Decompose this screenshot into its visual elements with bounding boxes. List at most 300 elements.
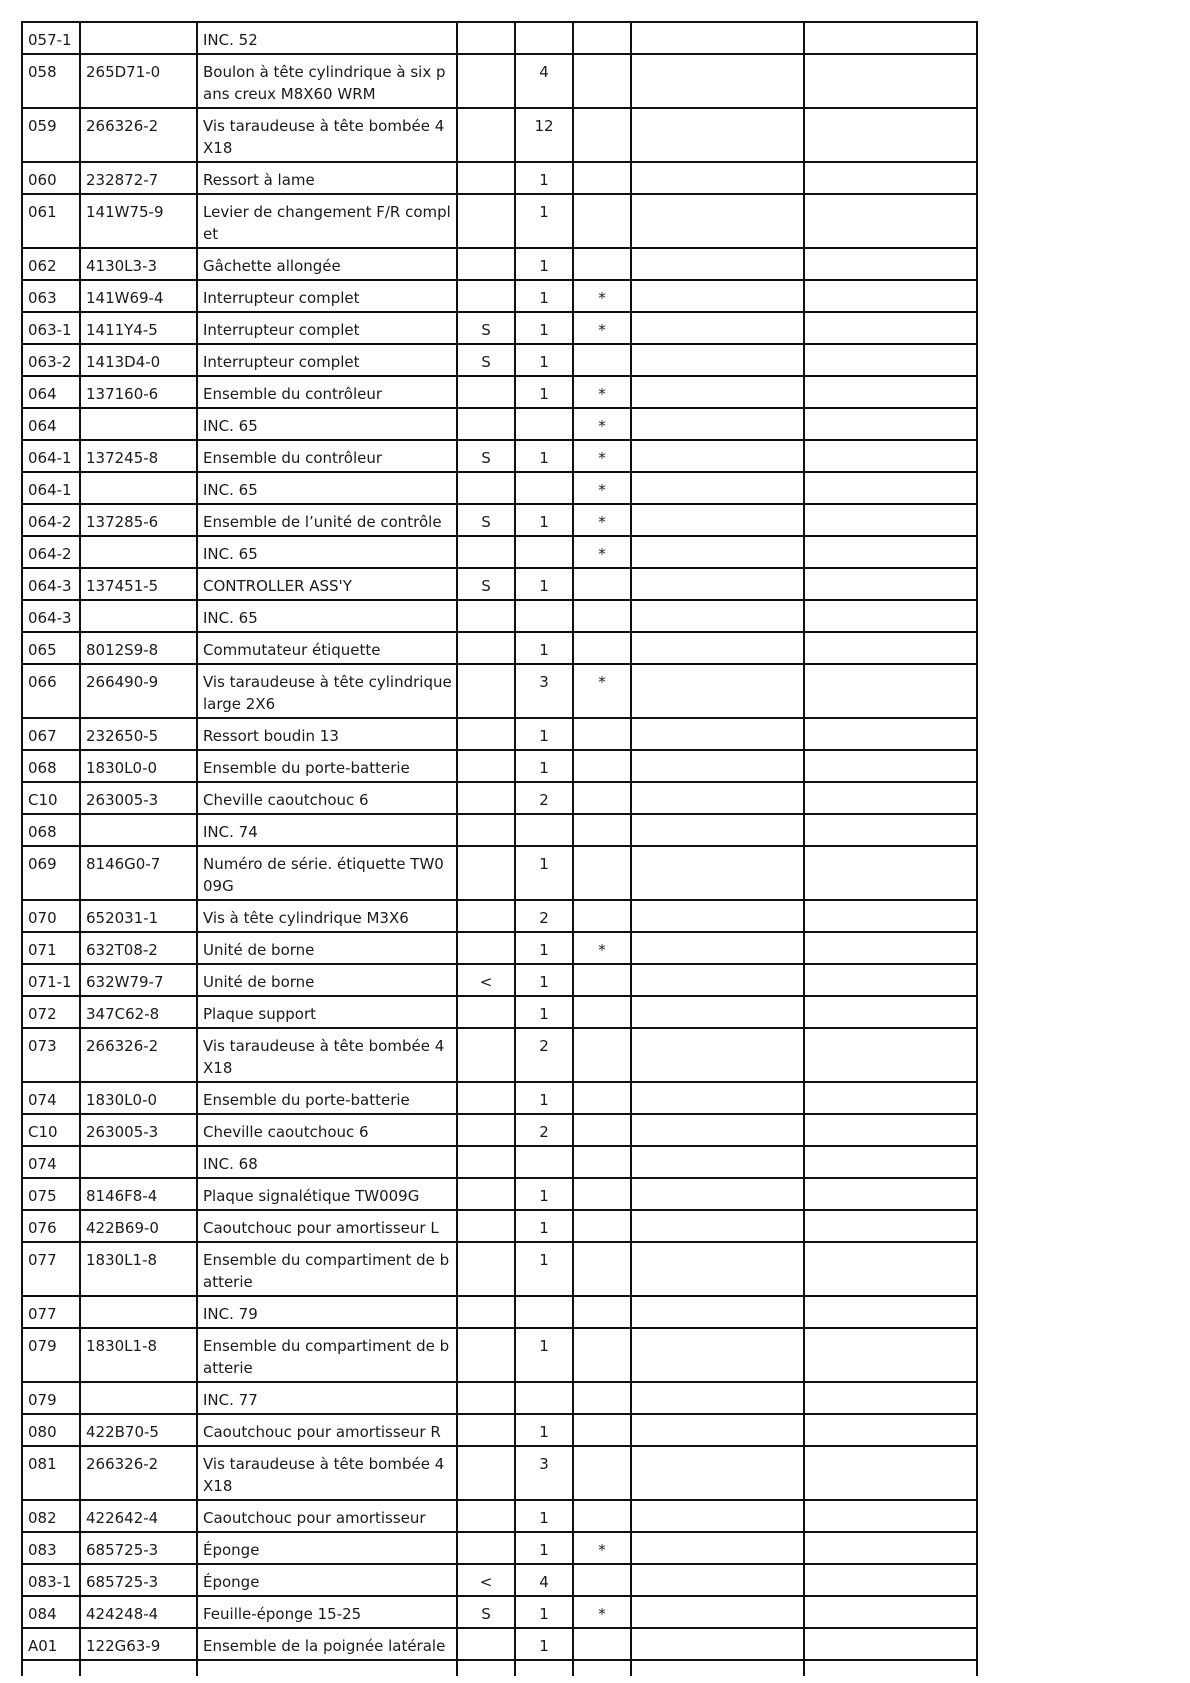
part-number-cell: 137285-6 (80, 504, 197, 536)
empty-cell (631, 1328, 804, 1382)
flag-cell: S (457, 312, 515, 344)
note-mark-cell (573, 162, 631, 194)
empty-cell (631, 568, 804, 600)
note-mark-cell (573, 814, 631, 846)
empty-cell (804, 108, 977, 162)
quantity-cell: 1 (515, 846, 573, 900)
item-number-cell: 057-1 (22, 22, 80, 54)
flag-cell (457, 1146, 515, 1178)
empty-cell (631, 718, 804, 750)
table-row (22, 568, 977, 600)
table-row (22, 472, 977, 504)
table-row (22, 344, 977, 376)
empty-cell (631, 408, 804, 440)
flag-cell (457, 664, 515, 718)
quantity-cell (515, 814, 573, 846)
note-mark-cell: * (573, 1596, 631, 1628)
note-mark-cell (573, 1028, 631, 1082)
quantity-cell: 1 (515, 1210, 573, 1242)
quantity-cell: 1 (515, 1082, 573, 1114)
empty-cell (631, 600, 804, 632)
flag-cell: S (457, 568, 515, 600)
item-number-cell: 082 (22, 1500, 80, 1532)
quantity-cell: 4 (515, 1564, 573, 1596)
empty-cell (631, 312, 804, 344)
flag-cell (457, 472, 515, 504)
item-number-cell: 068 (22, 750, 80, 782)
part-number-cell: 685725-3 (80, 1564, 197, 1596)
quantity-cell: 2 (515, 1114, 573, 1146)
item-number-cell: 065 (22, 632, 80, 664)
empty-cell (631, 1382, 804, 1414)
table-row (22, 194, 977, 248)
description-cell: Éponge (197, 1564, 457, 1596)
description-cell: Vis taraudeuse à tête cylindrique large 2X6 (197, 664, 457, 718)
quantity-cell: 1 (515, 312, 573, 344)
description-cell: Ensemble du contrôleur (197, 376, 457, 408)
table-row (22, 1296, 977, 1328)
note-mark-cell: * (573, 408, 631, 440)
part-number-cell: 266326-2 (80, 1446, 197, 1500)
description-cell: Feuille-éponge 15-25 (197, 1596, 457, 1628)
description-cell: Boulon à tête cylindrique à six pans creux M8X60 WRM (197, 54, 457, 108)
note-mark-cell: * (573, 376, 631, 408)
empty-cell (22, 1660, 80, 1676)
table-row (22, 932, 977, 964)
part-number-cell: 263005-3 (80, 782, 197, 814)
note-mark-cell (573, 54, 631, 108)
empty-cell (804, 932, 977, 964)
item-number-cell: 084 (22, 1596, 80, 1628)
item-number-cell: 080 (22, 1414, 80, 1446)
flag-cell (457, 280, 515, 312)
table-row (22, 718, 977, 750)
empty-cell (631, 782, 804, 814)
table-row (22, 1028, 977, 1082)
empty-cell (631, 632, 804, 664)
empty-cell (631, 280, 804, 312)
empty-cell (631, 440, 804, 472)
flag-cell (457, 1328, 515, 1382)
note-mark-cell: * (573, 664, 631, 718)
note-mark-cell (573, 108, 631, 162)
flag-cell (457, 1178, 515, 1210)
quantity-cell: 1 (515, 718, 573, 750)
empty-cell (631, 1564, 804, 1596)
table-row (22, 1628, 977, 1660)
empty-cell (631, 1296, 804, 1328)
flag-cell (457, 600, 515, 632)
item-number-cell: C10 (22, 1114, 80, 1146)
empty-cell (631, 108, 804, 162)
empty-cell (804, 1596, 977, 1628)
empty-cell (631, 846, 804, 900)
table-row (22, 750, 977, 782)
table-row (22, 1242, 977, 1296)
empty-cell (804, 1178, 977, 1210)
note-mark-cell (573, 1082, 631, 1114)
quantity-cell: 1 (515, 344, 573, 376)
item-number-cell: 064-1 (22, 440, 80, 472)
item-number-cell: 063-2 (22, 344, 80, 376)
note-mark-cell (573, 194, 631, 248)
item-number-cell: 076 (22, 1210, 80, 1242)
table-row (22, 1328, 977, 1382)
quantity-cell: 1 (515, 632, 573, 664)
table-row (22, 162, 977, 194)
note-mark-cell (573, 568, 631, 600)
part-number-cell: 1830L0-0 (80, 1082, 197, 1114)
empty-cell (804, 964, 977, 996)
part-number-cell: 4130L3-3 (80, 248, 197, 280)
quantity-cell (515, 536, 573, 568)
empty-cell (804, 600, 977, 632)
note-mark-cell (573, 1146, 631, 1178)
item-number-cell: C10 (22, 782, 80, 814)
empty-cell (804, 1328, 977, 1382)
item-number-cell: 064 (22, 376, 80, 408)
quantity-cell: 1 (515, 1328, 573, 1382)
note-mark-cell (573, 846, 631, 900)
description-cell: Ensemble du porte-batterie (197, 1082, 457, 1114)
part-number-cell: 347C62-8 (80, 996, 197, 1028)
empty-cell (631, 1532, 804, 1564)
table-row (22, 1414, 977, 1446)
empty-cell (804, 194, 977, 248)
description-cell: Plaque support (197, 996, 457, 1028)
empty-cell (631, 1446, 804, 1500)
empty-cell (804, 1532, 977, 1564)
description-cell: Vis taraudeuse à tête bombée 4X18 (197, 1028, 457, 1082)
empty-cell (631, 1660, 804, 1676)
quantity-cell (515, 472, 573, 504)
quantity-cell (515, 1382, 573, 1414)
table-row (22, 664, 977, 718)
table-row (22, 600, 977, 632)
description-cell: Ressort boudin 13 (197, 718, 457, 750)
item-number-cell: A01 (22, 1628, 80, 1660)
note-mark-cell (573, 1242, 631, 1296)
empty-cell (631, 1146, 804, 1178)
flag-cell (457, 1628, 515, 1660)
item-number-cell: 077 (22, 1242, 80, 1296)
note-mark-cell (573, 344, 631, 376)
item-number-cell: 079 (22, 1382, 80, 1414)
flag-cell (457, 162, 515, 194)
quantity-cell: 1 (515, 162, 573, 194)
quantity-cell: 1 (515, 1178, 573, 1210)
flag-cell (457, 1532, 515, 1564)
item-number-cell: 063-1 (22, 312, 80, 344)
empty-cell (804, 312, 977, 344)
note-mark-cell (573, 1382, 631, 1414)
empty-cell (804, 344, 977, 376)
item-number-cell: 062 (22, 248, 80, 280)
note-mark-cell (573, 900, 631, 932)
empty-cell (804, 1382, 977, 1414)
empty-cell (80, 1660, 197, 1676)
empty-cell (804, 846, 977, 900)
table-row (22, 280, 977, 312)
description-cell: Interrupteur complet (197, 312, 457, 344)
flag-cell (457, 408, 515, 440)
note-mark-cell: * (573, 932, 631, 964)
item-number-cell: 074 (22, 1082, 80, 1114)
part-number-cell: 424248-4 (80, 1596, 197, 1628)
table-row (22, 964, 977, 996)
flag-cell (457, 1114, 515, 1146)
item-number-cell: 077 (22, 1296, 80, 1328)
empty-cell (631, 1596, 804, 1628)
table-row (22, 632, 977, 664)
note-mark-cell (573, 1210, 631, 1242)
flag-cell (457, 632, 515, 664)
empty-cell (804, 472, 977, 504)
empty-cell (631, 1414, 804, 1446)
empty-cell (573, 1660, 631, 1676)
item-number-cell: 081 (22, 1446, 80, 1500)
item-number-cell: 060 (22, 162, 80, 194)
description-cell: Unité de borne (197, 964, 457, 996)
flag-cell: < (457, 964, 515, 996)
part-number-cell: 8146F8-4 (80, 1178, 197, 1210)
quantity-cell: 1 (515, 1242, 573, 1296)
empty-cell (631, 1210, 804, 1242)
note-mark-cell (573, 1178, 631, 1210)
empty-cell (631, 900, 804, 932)
part-number-cell (80, 1296, 197, 1328)
item-number-cell: 070 (22, 900, 80, 932)
quantity-cell: 3 (515, 664, 573, 718)
quantity-cell: 3 (515, 1446, 573, 1500)
flag-cell (457, 846, 515, 900)
empty-cell (631, 996, 804, 1028)
flag-cell (457, 1414, 515, 1446)
note-mark-cell (573, 1328, 631, 1382)
empty-cell (804, 248, 977, 280)
table-row (22, 108, 977, 162)
item-number-cell: 064-2 (22, 504, 80, 536)
part-number-cell: 1830L1-8 (80, 1328, 197, 1382)
flag-cell (457, 782, 515, 814)
empty-cell (804, 22, 977, 54)
item-number-cell: 071-1 (22, 964, 80, 996)
empty-cell (804, 504, 977, 536)
note-mark-cell: * (573, 312, 631, 344)
flag-cell (457, 1296, 515, 1328)
item-number-cell: 059 (22, 108, 80, 162)
part-number-cell (80, 22, 197, 54)
part-number-cell: 685725-3 (80, 1532, 197, 1564)
description-cell: Caoutchouc pour amortisseur (197, 1500, 457, 1532)
part-number-cell: 122G63-9 (80, 1628, 197, 1660)
description-cell: Interrupteur complet (197, 344, 457, 376)
item-number-cell: 083 (22, 1532, 80, 1564)
note-mark-cell (573, 1446, 631, 1500)
parts-table-body (22, 22, 977, 1676)
quantity-cell (515, 1296, 573, 1328)
description-cell: Ressort à lame (197, 162, 457, 194)
empty-cell (804, 1500, 977, 1532)
table-row (22, 814, 977, 846)
description-cell: Caoutchouc pour amortisseur L (197, 1210, 457, 1242)
part-number-cell: 422642-4 (80, 1500, 197, 1532)
empty-cell (804, 900, 977, 932)
flag-cell (457, 1028, 515, 1082)
flag-cell (457, 1082, 515, 1114)
item-number-cell: 064-3 (22, 600, 80, 632)
flag-cell (457, 1500, 515, 1532)
empty-cell (804, 1082, 977, 1114)
description-cell: Commutateur étiquette (197, 632, 457, 664)
empty-cell (804, 996, 977, 1028)
note-mark-cell (573, 1296, 631, 1328)
quantity-cell: 2 (515, 782, 573, 814)
item-number-cell: 083-1 (22, 1564, 80, 1596)
empty-cell (631, 472, 804, 504)
quantity-cell: 1 (515, 932, 573, 964)
empty-cell (804, 376, 977, 408)
part-number-cell: 8012S9-8 (80, 632, 197, 664)
part-number-cell: 263005-3 (80, 1114, 197, 1146)
quantity-cell: 1 (515, 996, 573, 1028)
item-number-cell: 064-1 (22, 472, 80, 504)
quantity-cell: 4 (515, 54, 573, 108)
flag-cell: S (457, 504, 515, 536)
description-cell: INC. 65 (197, 472, 457, 504)
note-mark-cell (573, 22, 631, 54)
quantity-cell (515, 408, 573, 440)
quantity-cell: 1 (515, 280, 573, 312)
description-cell: INC. 65 (197, 536, 457, 568)
note-mark-cell (573, 750, 631, 782)
empty-cell (631, 54, 804, 108)
part-number-cell: 1413D4-0 (80, 344, 197, 376)
flag-cell (457, 718, 515, 750)
empty-cell (631, 22, 804, 54)
empty-cell (631, 664, 804, 718)
table-row (22, 376, 977, 408)
description-cell: Vis taraudeuse à tête bombée 4X18 (197, 1446, 457, 1500)
flag-cell (457, 750, 515, 782)
part-number-cell: 266326-2 (80, 108, 197, 162)
empty-cell (804, 1242, 977, 1296)
note-mark-cell (573, 996, 631, 1028)
description-cell: Cheville caoutchouc 6 (197, 1114, 457, 1146)
part-number-cell: 265D71-0 (80, 54, 197, 108)
flag-cell (457, 814, 515, 846)
quantity-cell: 1 (515, 1532, 573, 1564)
description-cell: Ensemble du compartiment de batterie (197, 1328, 457, 1382)
part-number-cell: 632W79-7 (80, 964, 197, 996)
empty-cell (197, 1660, 457, 1676)
part-number-cell (80, 1382, 197, 1414)
quantity-cell (515, 22, 573, 54)
flag-cell (457, 54, 515, 108)
description-cell: Levier de changement F/R complet (197, 194, 457, 248)
item-number-cell: 061 (22, 194, 80, 248)
empty-cell (804, 664, 977, 718)
part-number-cell (80, 472, 197, 504)
empty-cell (804, 440, 977, 472)
quantity-cell: 1 (515, 750, 573, 782)
item-number-cell: 064-2 (22, 536, 80, 568)
table-row (22, 248, 977, 280)
note-mark-cell (573, 782, 631, 814)
quantity-cell (515, 1146, 573, 1178)
item-number-cell: 063 (22, 280, 80, 312)
quantity-cell: 2 (515, 1028, 573, 1082)
description-cell: Cheville caoutchouc 6 (197, 782, 457, 814)
description-cell: Caoutchouc pour amortisseur R (197, 1414, 457, 1446)
table-row (22, 1596, 977, 1628)
table-row (22, 782, 977, 814)
empty-cell (631, 1242, 804, 1296)
empty-cell (804, 1446, 977, 1500)
description-cell: Plaque signalétique TW009G (197, 1178, 457, 1210)
item-number-cell: 073 (22, 1028, 80, 1082)
description-cell: Unité de borne (197, 932, 457, 964)
flag-cell (457, 1446, 515, 1500)
item-number-cell: 079 (22, 1328, 80, 1382)
empty-cell (804, 1414, 977, 1446)
description-cell: Ensemble du compartiment de batterie (197, 1242, 457, 1296)
part-number-cell (80, 600, 197, 632)
item-number-cell: 066 (22, 664, 80, 718)
note-mark-cell: * (573, 504, 631, 536)
flag-cell: S (457, 1596, 515, 1628)
flag-cell (457, 194, 515, 248)
table-row (22, 1114, 977, 1146)
flag-cell (457, 1210, 515, 1242)
description-cell: CONTROLLER ASS'Y (197, 568, 457, 600)
table-row (22, 1210, 977, 1242)
flag-cell (457, 996, 515, 1028)
part-number-cell: 232650-5 (80, 718, 197, 750)
part-number-cell: 1411Y4-5 (80, 312, 197, 344)
empty-cell (804, 54, 977, 108)
quantity-cell: 1 (515, 1628, 573, 1660)
description-cell: INC. 77 (197, 1382, 457, 1414)
empty-cell (631, 344, 804, 376)
description-cell: Numéro de série. étiquette TW009G (197, 846, 457, 900)
flag-cell (457, 22, 515, 54)
table-row (22, 1178, 977, 1210)
description-cell: Interrupteur complet (197, 280, 457, 312)
part-number-cell: 141W69-4 (80, 280, 197, 312)
parts-list-page (21, 21, 978, 1676)
note-mark-cell (573, 1628, 631, 1660)
quantity-cell: 1 (515, 568, 573, 600)
empty-cell (804, 1210, 977, 1242)
item-number-cell: 064 (22, 408, 80, 440)
empty-cell (804, 162, 977, 194)
empty-cell (631, 248, 804, 280)
empty-cell (631, 964, 804, 996)
note-mark-cell (573, 1414, 631, 1446)
note-mark-cell (573, 600, 631, 632)
part-number-cell (80, 536, 197, 568)
empty-cell (804, 408, 977, 440)
description-cell: INC. 65 (197, 600, 457, 632)
table-row (22, 1500, 977, 1532)
description-cell: INC. 79 (197, 1296, 457, 1328)
description-cell: Ensemble du contrôleur (197, 440, 457, 472)
note-mark-cell (573, 718, 631, 750)
table-row (22, 1382, 977, 1414)
item-number-cell: 074 (22, 1146, 80, 1178)
empty-cell (631, 194, 804, 248)
